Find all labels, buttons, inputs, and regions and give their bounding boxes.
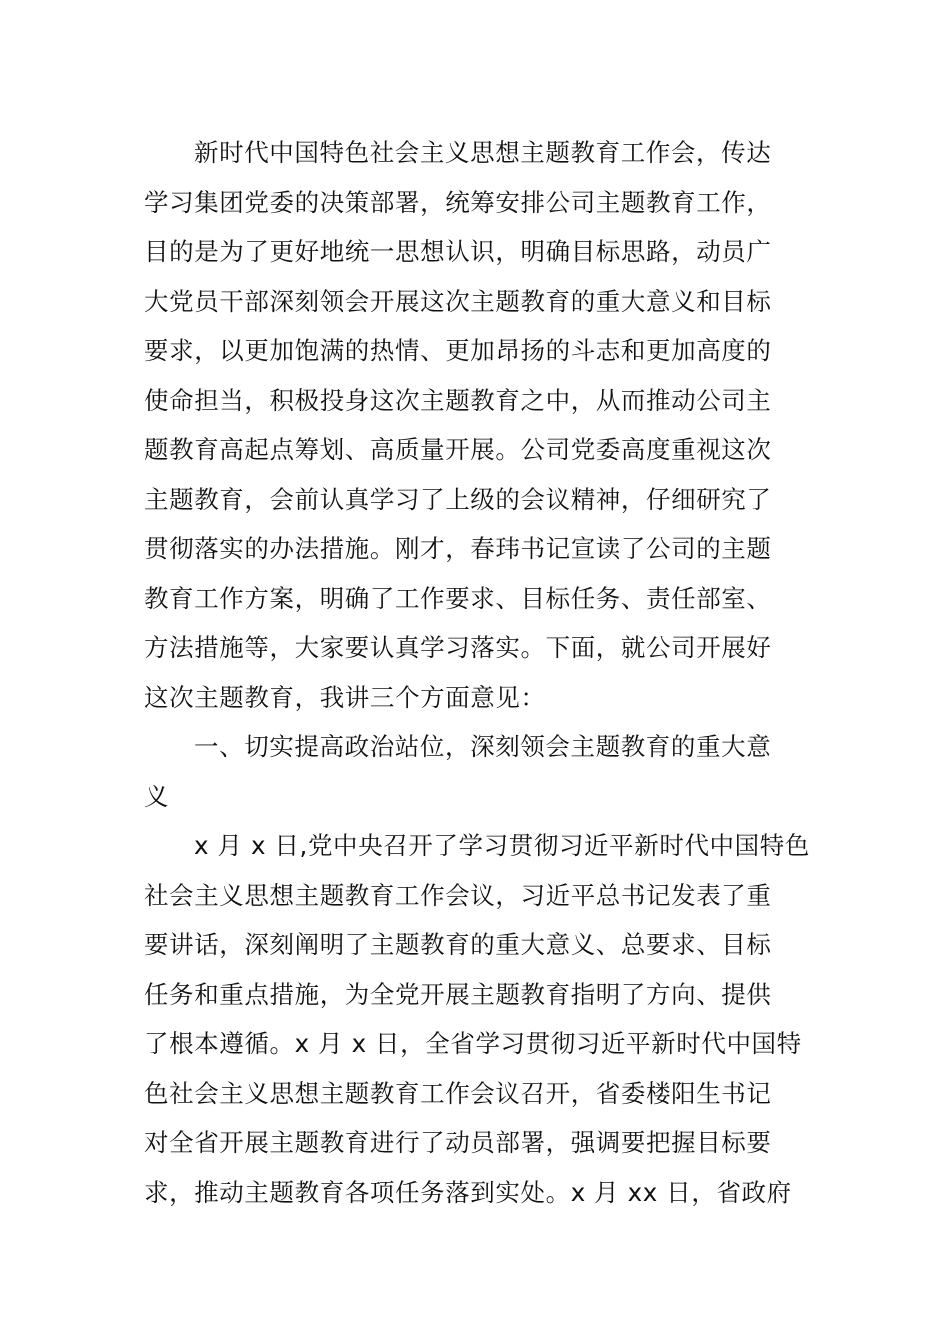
text-line: 使命担当，积极投身这次主题教育之中，从而推动公司主 (144, 385, 772, 415)
text-line: 这次主题教育，我讲三个方面意见： (144, 682, 546, 712)
text-line: 了根本遵循。x 月 x 日，全省学习贯彻习近平新时代中国特 (144, 1029, 802, 1058)
document-body (144, 128, 808, 1217)
text-line: 求，推动主题教育各项任务落到实处。x 月 xx 日，省政府 (144, 1177, 792, 1207)
heading-line: 义 (144, 781, 170, 811)
text-line: 贯彻落实的办法措施。刚才，春玮书记宣读了公司的主题 (144, 534, 772, 563)
text-line: 社会主义思想主题教育工作会议，习近平总书记发表了重 (144, 880, 772, 910)
text-line: 目的是为了更好地统一思想认识，明确目标思路，动员广 (144, 237, 772, 266)
text-line: 色社会主义思想主题教育工作会议召开，省委楼阳生书记 (144, 1078, 772, 1108)
text-line: 新时代中国特色社会主义思想主题教育工作会，传达 (194, 138, 772, 167)
text-line: 教育工作方案，明确了工作要求、目标任务、责任部室、 (144, 583, 772, 613)
text-line: 题教育高起点筹划、高质量开展。公司党委高度重视这次 (144, 435, 772, 464)
text-line: 任务和重点措施，为全党开展主题教育指明了方向、提供 (144, 979, 772, 1009)
text-line: 主题教育，会前认真学习了上级的会议精神，仔细研究了 (144, 484, 772, 514)
text-line: 学习集团党委的决策部署，统筹安排公司主题教育工作， (144, 187, 772, 217)
text-line: 对全省开展主题教育进行了动员部署，强调要把握目标要 (144, 1128, 772, 1157)
text-line: x 月 x 日,党中央召开了学习贯彻习近平新时代中国特色 (194, 831, 810, 860)
paragraph-section-one (144, 821, 808, 1217)
section-heading (144, 722, 808, 821)
paragraph-intro (144, 128, 808, 722)
text-line: 要讲话，深刻阐明了主题教育的重大意义、总要求、目标 (144, 930, 772, 959)
text-line: 要求，以更加饱满的热情、更加昂扬的斗志和更加高度的 (144, 336, 772, 365)
text-line: 方法措施等，大家要认真学习落实。下面，就公司开展好 (144, 633, 772, 662)
heading-line: 一、切实提高政治站位，深刻领会主题教育的重大意 (194, 732, 772, 761)
text-line: 大党员干部深刻领会开展这次主题教育的重大意义和目标 (144, 286, 772, 316)
